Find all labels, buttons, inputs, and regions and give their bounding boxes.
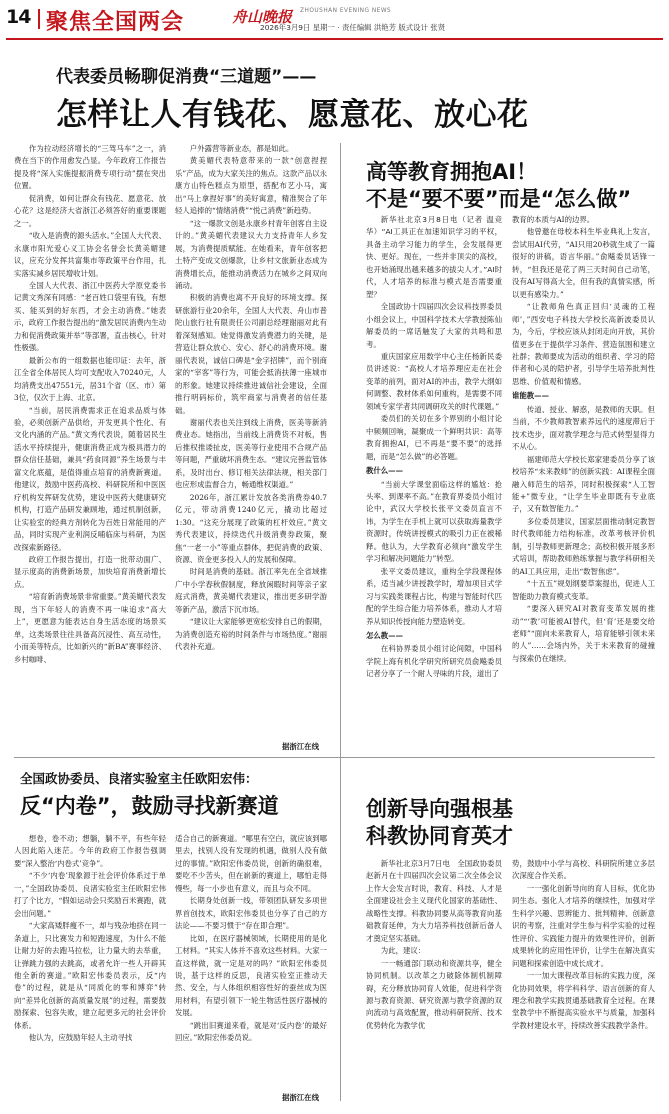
ai-headline-line2: 不是“要不要”而是“怎么做” (366, 187, 632, 211)
main-kicker: 代表委员畅聊促消费“三道题”—— (56, 67, 317, 87)
masthead-logo: 舟山晚报 (232, 8, 293, 26)
ai-column-2: 教育的本质与AI的边界。 他曾邀在母校本科生毕业典礼上发言，尝试用AI代劳，“AI只用20秒就生成了一篇很好的讲稿，语言华丽。”俞飚委员话锋一转，“但我还是花了两三天时间自己动笔，没有AI写得高大全，但有我的真情实感，所以更有感染力。” “让教师角色真正回归‘灵魂的工程师’，”西安电子科技大学校长高新波委员认为，今后，学校应该从封闭走向开放，其价值更多在于提供学习条件、营造氛围和建立社群；教师要成为活动的组织者、学习的陪伴者和心灵的陪护者，引导学生培养批判性思维、价值观和情感。 谁能教—— 传道、授业、解惑，是教师的天职。但当前，不少教师教智素养远代的速度滞后于技术迭步，面对教学理念与范式转型显得力不从心。 福建师范大学校长郑家建委员分享了该校培养“未来教师”的创新实践：AI课程全面融入师范生的培养，同时积极探索“人工智能+”微专业，“让学生毕业即既有专业底子，又有数智能力。” 多位委员建议，国家层面推动制定教智时代教师能力结构标准，改革考核评价机制，引导教师更新理念；高校积极开展多形式培训，帮助教师熟练掌握与教学科研相关的AI工具应用，走出“数智焦虑”。 “十五五”规划纲要草案提出，促进人工智能助力教育模式变革。 “要深入研究AI对教育变革发展的推动”“‘教’可能被AI替代，但‘育’还是要交给老师”“面向未来教育人，培育能够引领未来的人”……会场内外，关于未来教育的碰撞与探索仍在继续。 (512, 215, 655, 663)
subhead-who: 谁能教—— (512, 391, 549, 401)
section-title: 聚焦全国两会 (46, 10, 185, 35)
bottom-right-headline-line2: 科教协同育英才 (366, 824, 513, 848)
issue-info: 2026年3月9日 星期一 · 责任编辑 洪艳芳 版式设计 张贤 (260, 23, 446, 32)
bottom-right-headline-line1: 创新导向强根基 (366, 797, 513, 821)
main-column-1: 作为拉动经济增长的“三驾马车”之一，消费在当下的作用愈发凸显。今年政府工作报告提及将“深入实施提振消费专项行动”摆在突出位置。 促消费，如何让群众有钱花、愿意花、放心花？这是经济大省浙江必须答好的重要课题之一。 “收入是消费的源头活水。”全国人大代表、永康市阳光爱心义工协会名誉会长黄美媚建议，应充分发挥共富集市等政策平台作用，扎实落实减乡居民增收计划。 全国人大代表、浙江中医药大学原党委书记黄文秀深有同感：“老百姓口袋里有钱，有想买、能买到的好东西，才会主动消费。”她表示，政府工作报告提出的“激发居民消费内生动力和促消费政策并举”等部署，直击核心，针对性极强。 最新公布的一组数据也能印证：去年，浙江全省全体居民人均可支配收入70240元，人均消费支出47551元，居31个省（区、市）第3位，仅次于上海、北京。 “当前，居民消费需求正在追求品质与体验，必须创新产品供给，开发更具个性化、有文化内涵的产品。”黄文秀代表说，随着居民生活水平持续提升，健康消费正成为极具潜力的群众信任基础，兼具“药食同源”养生场景与丰富文化底蕴，是值得重点培育的消费新赛道。他建议，鼓励中医药高校、科研院所和中医医疗机构发挥研发优势，建设中医药大健康研究机构，打造产品研发兼顾地，通过机制创新，让实验室的经典方剂转化为百姓日常能用的产品，同时实现产业利润反哺临床与科研，为医改探索新路径。 政府工作报告提出，打造一批带动面广、显示度高的消费新场景，加快培育消费新增长点。 “培育新消费场景非常重要。”黄美媚代表发现，当下年轻人的消费不再一味追求“高大上”，更愿意为能表达自身生活态度的场景买单，这类场景往往具备高沉浸性、高互动性，小而美等特点，比如新兴的“新BA”赛事经济、乡村咖啡、 (14, 144, 166, 664)
masthead-english: ZHOUSHAN EVENING NEWS (300, 8, 392, 14)
page-number-divider (38, 9, 40, 29)
bottom-left-kicker: 全国政协委员、良渚实验室主任欧阳宏伟： (20, 771, 258, 786)
bottom-left-headline: 反“内卷”，鼓励寻找新赛道 (20, 794, 279, 818)
main-headline: 怎样让人有钱花、愿意花、放心花 (56, 97, 529, 133)
ai-headline-line1: 高等教育拥抱AI！ (366, 160, 538, 184)
horizontal-divider (14, 757, 655, 758)
bottom-right-column-1: 新华社北京3月7日电 全国政协委员赵新月在十四届四次会议第二次全体会议上作大会发言时说，教育、科技、人才是全面建设社会主义现代化国家的基础性、战略性支撑。科教协同要从高等教育向基础教育延伸，为大力培养科技创新后备人才奠定坚实基础。 为此，建议： 一一畅通部门联动和资源共享，健全协同机制。以改革之力破除体制机制障碍，充分释放协同育人效能，促进科学资源与教育资源、研究资源与教学资源的双向流动与高效配置，推动科研院所、技术优势转化为教学优 (366, 859, 502, 1030)
ai-column-1: 新华社北京3月8日电（记者 温竞华）“AI工具正在加速知识学习的平权，具备主动学习能力的学生，会发展得更快、更好。现在，一些并非顶尖的高校，也开始涌现出越来越多的拔尖人才。”AI时代，人才培养的标准与模式是否需要重塑？ 全国政协十四届四次会议科技界委员小组会议上，中国科学技术大学教授陈仙解委员的一席话触发了大家的共鸣和思考。 重庆国家应用数学中心主任杨新民委员讲述说：“高校人才培养理应走在社会变革的前列，面对AI的冲击，教学大纲如何调整、教材体系如何重构，是需要不同领域专家学者共同调研攻关的时代课题。” 委员们的关切在多个界别的小组讨论中频频回响，凝聚成一个鲜明共识：高等教育拥抱AI，已不再是“要不要”的选择题，而是“怎么做”的必答题。 教什么—— “当前大学课堂面临这样的尴尬：抢头率、到课率不高。”在教育界委员小组讨论中，武汉大学校长张平文委员直言不讳，为学生在手机上就可以获取海量教学资源时，传统讲授模式的吸引力正在被稀释。他认为，大学教育必须向“激发学生学习和解决问题能力”转型。 张平文委员建议，重构全学段课程体系，适当减少讲授教学时，增加项目式学习与实践类课程占比，构建与智能时代匹配的学生综合能力培养体系，推动人才培养从知识传授向能力塑造转变。 怎么教—— 在科协界委员小组讨论间隙，中国科学院上海有机化学研究所研究员俞飚委员记者分享了一个耐人寻味的片段，道出了 (366, 215, 502, 679)
subhead-what: 教什么—— (366, 466, 403, 476)
header-rule (6, 38, 663, 40)
page-header (0, 0, 669, 40)
subhead-how: 怎么教—— (366, 630, 403, 640)
bottom-left-column-2: 适合自己的新赛道。“哪里有空白，就应该到哪里去，找别人没有发现的机遇，做别人没有做过的事情。”欧阳宏伟委员说，创新的确很难，要吃不少苦头，但在崭新的赛道上，哪怕走得慢些，每一小步也有意义，而且与众不同。 长期身处创新一线，带领团队研发多项世界首创技术，欧阳宏伟委员也分享了自己的方法论——不要习惯于“存在即合理”。 比如，在医疗器械领域，长期使用的是化工材料。“其实人体并不喜欢这些材料。大家一直这样做，就一定是对的吗？”欧阳宏伟委员说，基于这样的反思，良渚实验室正推动天然、安全，与人体组织相容性好的蚕丝成为医用材料，有望引领下一轮生物活性医疗器械的发展。 “跳出旧赛道来看，就是对‘反内卷’的最好回应。”欧阳宏伟委员说。 (175, 834, 327, 1043)
bottom-left-column-1: 想卷，卷不动；想躺，躺不平，有些年轻人因此陷入迷茫。今年的政府工作报告强调要“深入整治‘内卷式’竞争”。 “不少‘内卷’现象源于社会评价体系过于单一，”全国政协委员、良渚实验室主任欧阳宏伟打了个比方，“假如运动会只奖励百米赛跑，就会出问题。” “大家高矮胖瘦不一，却与残杂地挤在同一条道上，只比赛发力和短跑速度，为什么不能让耐力好的去跑马拉松，让力量大的去举重，让弹跳力强的去跳高，或者允许一些人开辟其他全新的赛道。”欧阳宏伟委员表示，反“内卷”的过程，就是从“同质化的零和博弈”转向“差异化创新的高质量发展”的过程，需要鼓励探索、包容失败，建立起更多元的社会评价体系。 他认为，应鼓励年轻人主动寻找 (14, 834, 166, 1043)
vertical-divider (340, 143, 341, 1101)
main-signature: 据浙江在线 (282, 742, 319, 751)
bottom-right-column-2: 势，鼓励中小学与高校、科研院所建立多层次深度合作关系。 一一强化创新导向的育人目标，优化协同生态。强化人才培养的继续性，加强对学生科学兴趣、思辨能力、批判精神、创新意识的考察，注重对学生参与科学实验的过程性评价、实践能力提升的效果性评价，创新成果转化的应用性评价，让学生在解决真实问题和探索创造中成长成才。 一一加大课程改革目标的实践力度，深化协同效果，将学科科学、语言创新的育人理念和教学实践贯通基础教育全过程。在课堂教学中不断提高实验水平与质量，加强科学教材建设水平，持续改善实践教学条件。 (512, 859, 655, 1030)
main-column-2: 户外露营等新业态，都是如此。 黄美媚代表特意带来的一款“创意捏捏乐”产品，成为大家关注的焦点。这款产品以永康方山特色糕点为原型，搭配布艺小马，寓出“马上拿捏好事”的美好寓意，精准契合了年轻人追捧的“情绪消费”“悦己消费”新趋势。 “这一爆款文创是永康乡村青年创客自主设计的。”黄美媚代表建议大力支持青年人乡发展，为消费提质赋能。在她看来，青年创客把土特产变成文创爆款，让乡村文旅新业态成为消费增长点，能推动消费活力在城乡之间双向涌动。 积极的消费也离不开良好的环境支撑。探研旅游行业20余年，全国人大代表、舟山市普陀山旅行社有限责任公司副总经理谢丽对此有着深刻感知。她觉得激发消费潜力的关键，是营造让群众放心、安心、舒心的消费环境。谢丽代表说，诚信口碑是“金字招牌”，而个别商家的“宰客”等行为，可能会抵消扶薄一座城市的形象。她建议持续推进诚信社会建设，全面推行明码标价，筑牢商家与消费者的信任基础。 谢丽代表也关注到线上消费，医美等新消费业态。她指出，当前线上消费货不对板，售后推权推诿扯皮，医美等行业使用不合规产品等问题，严重破坏消费生态。“建议完善监管体系，及时出台、修订相关法律法规，相关部门也应形成监督合力，畅通维权渠道。” 2026年，浙江累计发放各类消费券40.7亿元，带动消费1240亿元，撬动比超过1:30。“这充分展现了政策的杠杆效应。”黄文秀代表建议，持续迭代升级消费券政策，聚焦“一老一小”等重点群体，把促消费的政策、资源、资金更多投入人的发展和保障。 时间是消费的基础。浙江率先在全省域推广中小学春秋假制度，释放闲暇时间等亲子家庭式消费，黄美媚代表建议，推出更多研学游等新产品，激活下沉市场。 “建议让大家能够更宽松安排自己的假期，为消费创造充裕的时间条件与市场热度。”谢丽代表补充道。 (175, 144, 327, 652)
bottom-left-signature: 据浙江在线 (282, 1093, 319, 1102)
page-number: 14 (6, 6, 31, 28)
